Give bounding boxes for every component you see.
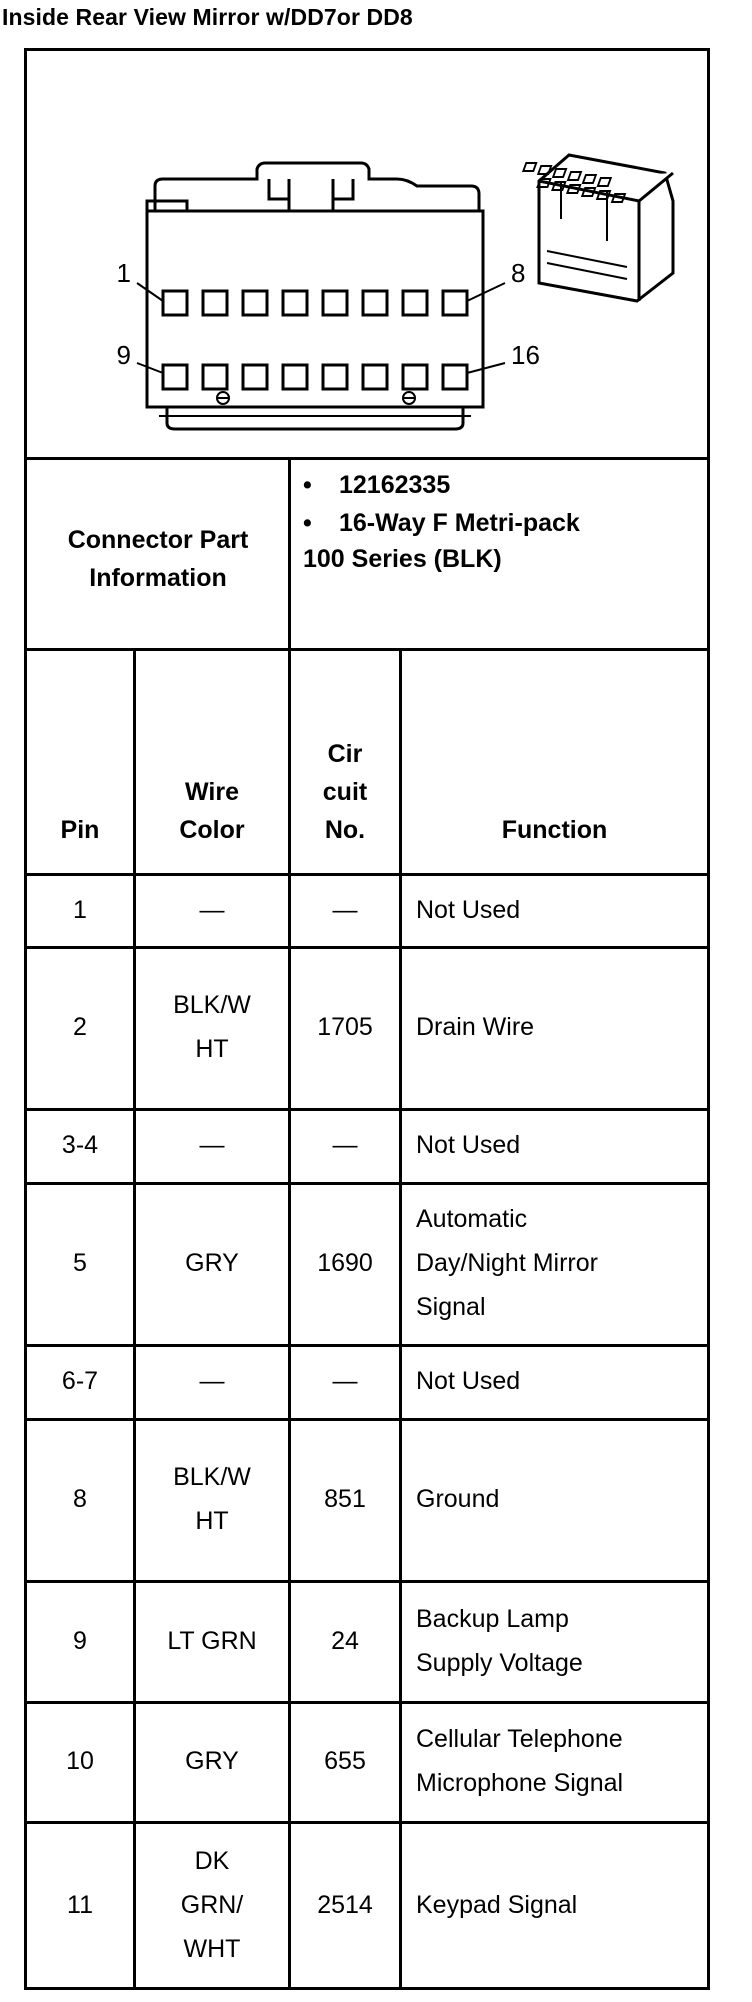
table-row-wire: GRY bbox=[185, 1747, 239, 1775]
row-divider bbox=[27, 1182, 707, 1185]
pin-label-1: 1 bbox=[116, 258, 131, 288]
table-row-pin: 8 bbox=[73, 1485, 87, 1513]
table-row-circuit: 851 bbox=[324, 1485, 366, 1513]
row-divider bbox=[27, 1821, 707, 1824]
part-description-line2: 100 Series (BLK) bbox=[303, 545, 502, 573]
table-row-wire: — bbox=[199, 896, 225, 924]
table-row-pin: 10 bbox=[66, 1747, 94, 1775]
pin-leader-lines bbox=[137, 283, 505, 373]
table-row-function: Keypad Signal bbox=[416, 1891, 578, 1919]
table-row-function: Ground bbox=[416, 1485, 500, 1513]
bottom-pin-row bbox=[163, 365, 467, 389]
connector-part-info-label: Connector Part Information bbox=[67, 526, 249, 592]
table-row-pin: 2 bbox=[73, 1013, 87, 1041]
table-row-circuit: — bbox=[332, 896, 358, 924]
connector-face-drawing bbox=[27, 51, 707, 459]
pin-label-9: 9 bbox=[116, 340, 131, 370]
table-row-circuit: 1690 bbox=[317, 1249, 373, 1277]
column-divider bbox=[399, 651, 402, 1990]
divider bbox=[27, 457, 707, 460]
table-row-wire: BLK/W HT bbox=[173, 991, 251, 1063]
table-row-function: Automatic Day/Night Mirror Signal bbox=[416, 1205, 598, 1321]
table-row-wire: LT GRN bbox=[167, 1627, 257, 1655]
pin-label-8: 8 bbox=[511, 258, 526, 288]
table-row-pin: 9 bbox=[73, 1627, 87, 1655]
header-wire-color: Wire Color bbox=[179, 778, 245, 844]
table-row-function: Not Used bbox=[416, 896, 521, 924]
table-row-circuit: 655 bbox=[324, 1747, 366, 1775]
table-row-function: Backup Lamp Supply Voltage bbox=[416, 1605, 583, 1677]
screw-icon bbox=[217, 392, 415, 404]
table-row-function: Not Used bbox=[416, 1367, 521, 1395]
table-row-wire: GRY bbox=[185, 1249, 239, 1277]
row-divider bbox=[27, 946, 707, 949]
top-pin-row bbox=[163, 291, 467, 315]
table-row-function: Cellular Telephone Microphone Signal bbox=[416, 1725, 624, 1797]
table-row-wire: — bbox=[199, 1131, 225, 1159]
table-row-function: Not Used bbox=[416, 1131, 521, 1159]
column-divider bbox=[133, 651, 136, 1990]
column-divider bbox=[288, 651, 291, 1990]
part-number: • 12162335 bbox=[303, 471, 451, 499]
row-divider bbox=[27, 1701, 707, 1704]
row-divider bbox=[27, 1344, 707, 1347]
table-row-pin: 1 bbox=[73, 896, 87, 924]
table-row-wire: DK GRN/ WHT bbox=[180, 1847, 244, 1963]
table-row-function: Drain Wire bbox=[416, 1013, 535, 1041]
header-circuit-no: Cir cuit No. bbox=[322, 740, 368, 844]
table-row-circuit: 24 bbox=[331, 1627, 359, 1655]
connector-diagram bbox=[27, 51, 707, 459]
header-pin: Pin bbox=[60, 816, 100, 844]
document-title: Inside Rear View Mirror w/DD7or DD8 bbox=[2, 4, 413, 30]
connector-sheet bbox=[24, 48, 710, 1990]
table-row-circuit: 2514 bbox=[317, 1891, 373, 1919]
table-row-pin: 6-7 bbox=[61, 1367, 99, 1395]
connector-body-icon bbox=[147, 163, 483, 429]
row-divider bbox=[27, 873, 707, 876]
table-row-circuit: — bbox=[332, 1131, 358, 1159]
pin-label-16: 16 bbox=[511, 340, 540, 370]
table-row-wire: BLK/W HT bbox=[173, 1463, 251, 1535]
table-row-pin: 11 bbox=[67, 1891, 93, 1919]
table-row-pin: 5 bbox=[73, 1249, 87, 1277]
part-description: • 16-Way F Metri-pack bbox=[303, 509, 580, 537]
row-divider bbox=[27, 1580, 707, 1583]
row-divider bbox=[27, 1418, 707, 1421]
table-row-wire: — bbox=[199, 1367, 225, 1395]
table-row-circuit: 1705 bbox=[317, 1013, 373, 1041]
header-function: Function bbox=[501, 816, 608, 844]
table-row-circuit: — bbox=[332, 1367, 358, 1395]
row-divider bbox=[27, 1108, 707, 1111]
divider bbox=[27, 648, 707, 651]
table-row-pin: 3-4 bbox=[61, 1131, 99, 1159]
